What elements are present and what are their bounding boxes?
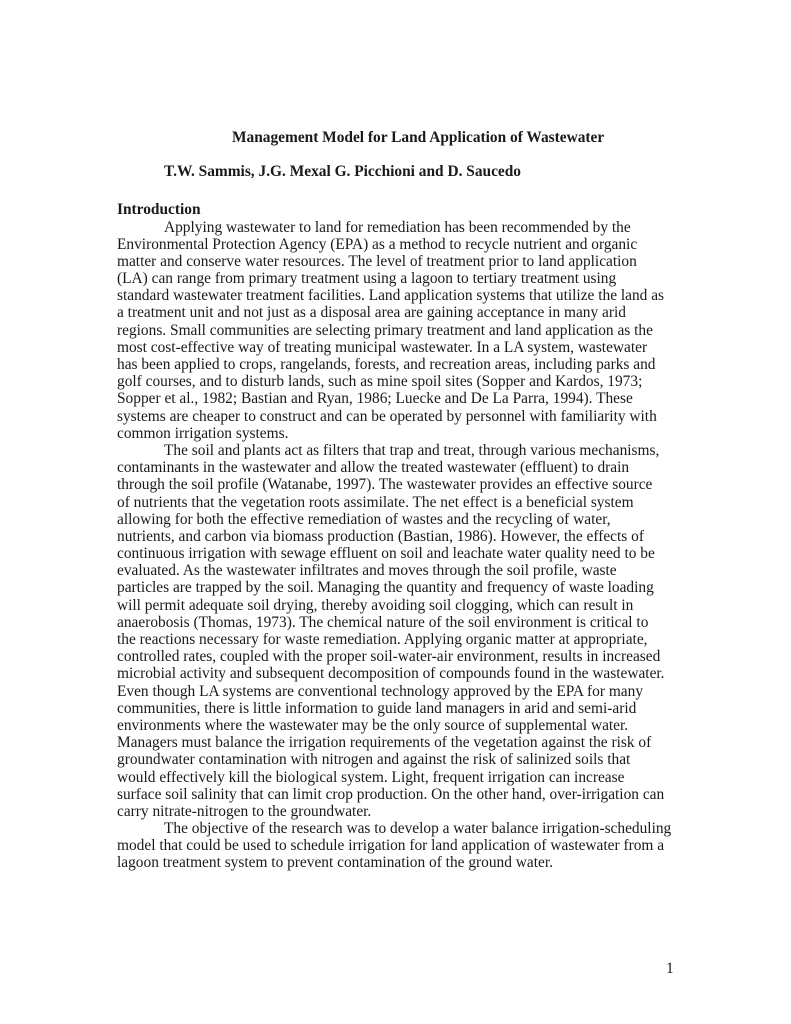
text-line: continuous irrigation with sewage effluent on soil and leachate water quality need to be <box>117 545 655 563</box>
text-line: common irrigation systems. <box>117 424 289 442</box>
text-line: controlled rates, coupled with the proper soil-water-air environment, results in increased <box>117 648 661 666</box>
text-line: particles are trapped by the soil. Managing the quantity and frequency of waste loading <box>117 579 654 597</box>
section-heading-introduction: Introduction <box>117 201 201 218</box>
text-line: communities, there is little information to guide land managers in arid and semi-arid <box>117 699 637 717</box>
text-line: of nutrients that the vegetation roots assimilate. The net effect is a beneficial system <box>117 493 634 511</box>
text-line: lagoon treatment system to prevent contamination of the ground water. <box>117 854 553 872</box>
text-line: will permit adequate soil drying, thereby avoiding soil clogging, which can result in <box>117 596 634 614</box>
page-number: 1 <box>666 960 674 977</box>
introduction-body <box>117 219 687 872</box>
text-line: has been applied to crops, rangelands, forests, and recreation areas, including parks and <box>117 356 656 373</box>
text-line: Managers must balance the irrigation requirements of the vegetation against the risk of <box>117 734 652 752</box>
text-line: a treatment unit and not just as a disposal area are gaining acceptance in many arid <box>117 304 626 322</box>
text-line: Sopper et al., 1982; Bastian and Ryan, 1986; Luecke and De La Parra, 1994). These <box>117 390 633 408</box>
text-line: through the soil profile (Watanabe, 1997). The wastewater provides an effective source <box>117 476 653 494</box>
text-line: most cost-effective way of treating municipal wastewater. In a LA system, wastewater <box>117 338 648 356</box>
text-line: matter and conserve water resources. The level of treatment prior to land application <box>117 252 637 270</box>
text-line: golf courses, and to disturb lands, such as mine spoil sites (Sopper and Kardos, 1973; <box>117 373 643 391</box>
text-line: Applying wastewater to land for remediation has been recommended by the <box>164 218 631 236</box>
text-line: allowing for both the effective remediation of wastes and the recycling of water, <box>117 510 611 528</box>
text-line: surface soil salinity that can limit crop production. On the other hand, over-irrigation can <box>117 785 665 803</box>
text-line: standard wastewater treatment facilities. Land application systems that utilize the land as <box>117 287 665 305</box>
text-line: systems are cheaper to construct and can be operated by personnel with familiarity with <box>117 407 657 425</box>
text-line: nutrients, and carbon via biomass production (Bastian, 1986). However, the effects of <box>117 527 644 545</box>
text-line: The objective of the research was to develop a water balance irrigation-scheduling <box>164 820 672 838</box>
text-line: groundwater contamination with nitrogen and against the risk of salinized soils that <box>117 751 631 769</box>
text-line: (LA) can range from primary treatment using a lagoon to tertiary treatment using <box>117 270 617 288</box>
text-line: evaluated. As the wastewater infiltrates and moves through the soil profile, waste <box>117 562 617 580</box>
text-line: contaminants in the wastewater and allow the treated wastewater (effluent) to drain <box>117 459 630 477</box>
text-line: the reactions necessary for waste remediation. Applying organic matter at appropriate, <box>117 631 648 648</box>
paper-title: Management Model for Land Application of Wastewater <box>232 129 605 146</box>
text-line: regions. Small communities are selecting primary treatment and land application as the <box>117 321 653 339</box>
text-line: model that could be used to schedule irrigation for land application of wastewater from a <box>117 837 665 855</box>
author-list: T.W. Sammis, J.G. Mexal G. Picchioni and D. Saucedo <box>164 163 522 180</box>
text-line: environments where the wastewater may be the only source of supplemental water. <box>117 716 629 734</box>
text-line: Environmental Protection Agency (EPA) as a method to recycle nutrient and organic <box>117 235 638 253</box>
text-line: microbial activity and subsequent decomposition of compounds found in the wastewater. <box>117 665 665 683</box>
text-line: The soil and plants act as filters that trap and treat, through various mechanisms, <box>164 441 660 459</box>
text-line: carry nitrate-nitrogen to the groundwater. <box>117 802 372 820</box>
text-line: would effectively kill the biological system. Light, frequent irrigation can increase <box>117 768 625 786</box>
text-line: Even though LA systems are conventional technology approved by the EPA for many <box>117 682 644 700</box>
text-line: anaerobosis (Thomas, 1973). The chemical nature of the soil environment is critical to <box>117 613 649 631</box>
